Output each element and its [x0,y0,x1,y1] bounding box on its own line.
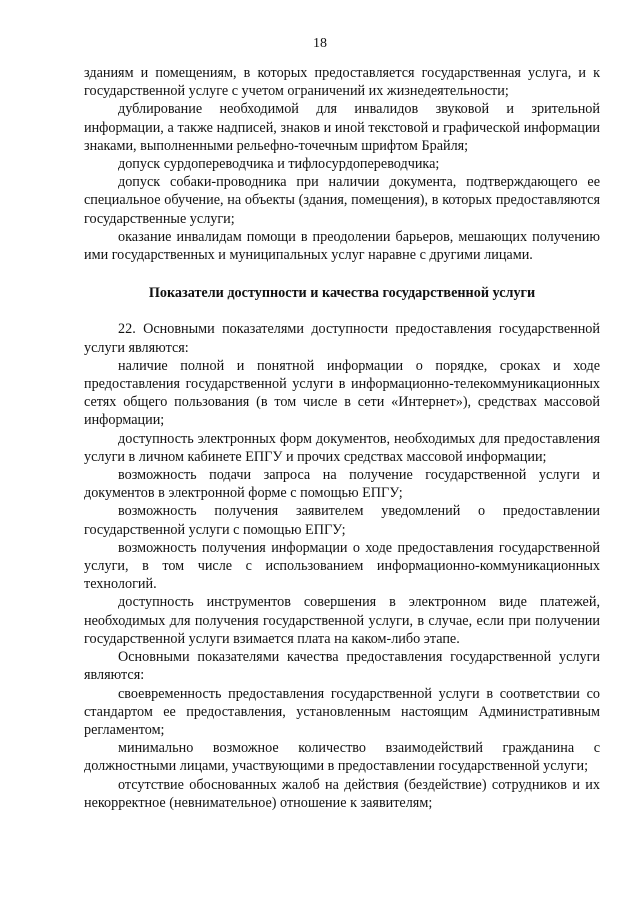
paragraph: своевременность предоставления государственной услуги в соответствии со стандартом ее предоставления, установленным настоящим Административным регламентом; [84,685,600,738]
paragraph: доступность инструментов совершения в электронном виде платежей, необходимых для получения государственной услуги, в случае, если при получении государственной услуги взимается плата на каком-либо этапе. [84,594,600,647]
section-heading: Показатели доступности и качества государственной услуги [148,285,536,302]
paragraph: дублирование необходимой для инвалидов звуковой и зрительной информации, а также надписей, знаков и иной текстовой и графической информации знаками, выполненными рельефно-точечным шрифтом Брайля; [84,101,600,154]
paragraph: зданиям и помещениям, в которых предоставляется государственная услуга, и к государственной услуге с учетом ограничений их жизнедеятельности; [84,65,600,100]
paragraph: допуск сурдопереводчика и тифлосурдопереводчика; [118,156,440,173]
paragraph: возможность получения заявителем уведомлений о предоставлении государственной услуги с помощью ЕПГУ; [84,503,600,538]
paragraphs-after-heading [84,320,600,811]
paragraph: доступность электронных форм документов, необходимых для предоставления услуги в личном кабинете ЕПГУ и прочих средствах массовой информации; [84,430,600,465]
page-number: 18 [313,36,327,51]
paragraph: минимально возможное количество взаимодействий гражданина с должностными лицами, участвующими в предоставлении государственной услуги; [84,740,600,775]
page-content [84,64,600,812]
paragraph: возможность получения информации о ходе предоставления государственной услуги, в том числе с использованием информационно-коммуникационных технологий. [84,539,600,593]
paragraphs-before-heading [84,64,600,264]
paragraph: оказание инвалидам помощи в преодолении барьеров, мешающих получению ими государственных и муниципальных услуг наравне с другими лицами. [84,228,600,264]
paragraph: Основными показателями качества предоставления государственной услуги являются: [84,649,600,684]
paragraph: возможность подачи запроса на получение государственной услуги и документов в электронной форме с помощью ЕПГУ; [84,467,600,502]
paragraph: 22. Основными показателями доступности предоставления государственной услуги являются: [84,321,600,356]
paragraph: отсутствие обоснованных жалоб на действия (бездействие) сотрудников и их некорректное (невнимательное) отношение к заявителям; [84,776,600,811]
paragraph: наличие полной и понятной информации о порядке, сроках и ходе предоставления государственной услуги в информационно-телекоммуникационных сетях общего пользования (в том числе в сети «Интернет»), средствах массовой информации; [84,357,600,429]
paragraph: допуск собаки-проводника при наличии документа, подтверждающего ее специальное обучение, на объекты (здания, помещения), в которых предоставляются государственные услуги; [84,174,600,227]
